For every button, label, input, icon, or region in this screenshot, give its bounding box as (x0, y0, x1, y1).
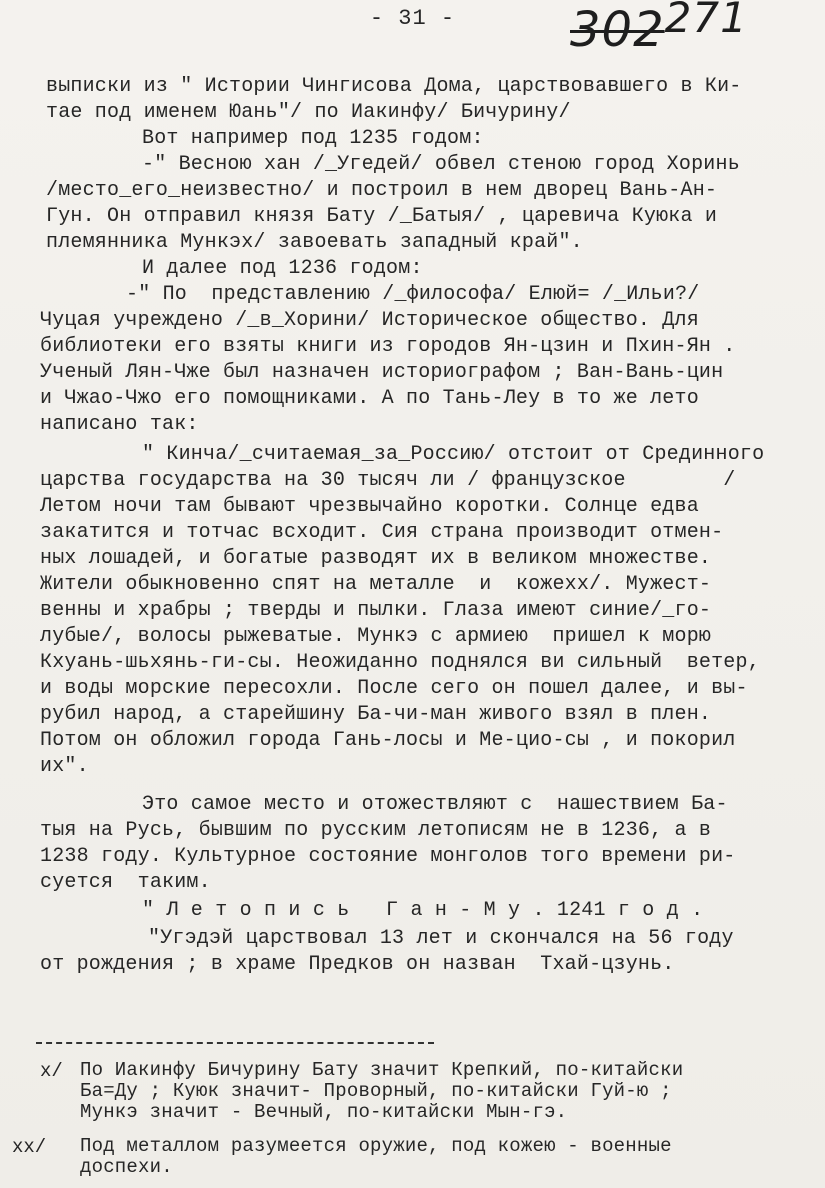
text-line: и Чжао-Чжо его помощниками. А по Тань-Леу в то же лето (40, 387, 699, 410)
text-line: -" Весною хан /_Угедей/ обвел стеною город Хоринь (142, 153, 740, 176)
text-line: Ученый Лян-Чже был назначен историографом ; Ван-Вань-цин (40, 361, 724, 384)
footnote-line: Ба=Ду ; Куюк значит- Проворный, по-китайски Гуй-ю ; (80, 1080, 672, 1102)
text-line: выписки из " Истории Чингисова Дома, царствовавшего в Ки- (46, 75, 742, 98)
text-line: Это самое место и отожествляют с нашествием Ба- (142, 793, 728, 816)
text-line: царства государства на 30 тысяч ли / французское / (40, 469, 736, 492)
text-line: венны и храбры ; тверды и пылки. Глаза имеют синие/_го- (40, 599, 712, 622)
footnote-line: Мункэ значит - Вечный, по-китайски Мын-гэ. (80, 1101, 568, 1123)
footnote-line: По Иакинфу Бичурину Бату значит Крепкий, по-китайски (80, 1059, 684, 1081)
text-line: " Л е т о п и с ь Г а н - М у . 1241 г о д . (142, 899, 704, 922)
handwritten-archive-number (570, 2, 748, 58)
text-line: их". (40, 755, 89, 778)
text-line: тае под именем Юань"/ по Иакинфу/ Бичурину/ (46, 101, 571, 124)
text-line: 1238 году. Культурное состояние монголов того времени ри- (40, 845, 736, 868)
text-line: /место_его_неизвестно/ и построил в нем дворец Вань-Ан- (46, 179, 718, 202)
footnote-marker: x/ (40, 1060, 63, 1082)
text-line: библиотеки его взяты книги из городов Ян-цзин и Пхин-Ян . (40, 335, 736, 358)
text-line: племянника Мункэx/ завоевать западный край". (46, 231, 583, 254)
text-line: Кхуань-шьхянь-ги-сы. Неожиданно поднялся ви сильный ветер, (40, 651, 760, 674)
text-line: Чуцая учреждено /_в_Хорини/ Историческое общество. Для (40, 309, 699, 332)
text-line: рубил народ, а старейшину Ба-чи-ман живого взял в плен. (40, 703, 712, 726)
text-line: И далее под 1236 годом: (142, 257, 423, 280)
text-line: лубые/, волосы рыжеватые. Мункэ с армиею пришел к морю (40, 625, 712, 648)
text-line: Жители обыкновенно спят на металле и кожеxx/. Мужест- (40, 573, 712, 596)
archive-number-struck: 302 (570, 2, 665, 58)
text-line: Летом ночи там бывают чрезвычайно коротки. Солнце едва (40, 495, 699, 518)
text-line: Вот например под 1235 годом: (142, 127, 484, 150)
footnote-divider (36, 1042, 434, 1044)
text-line: тыя на Русь, бывшим по русским летописям не в 1236, а в (40, 819, 712, 842)
text-line: " Кинча/_считаемая_за_Россию/ отстоит от Срединного (142, 443, 765, 466)
text-line: Потом он обложил города Гань-лосы и Ме-цио-сы , и покорил (40, 729, 736, 752)
text-line: ных лошадей, и богатые разводят их в великом множестве. (40, 547, 712, 570)
page-number: - 31 - (369, 6, 456, 31)
text-line: -" По представлению /_философа/ Елюй= /_Ильи?/ (126, 283, 700, 306)
archive-number-new: 271 (664, 0, 748, 42)
text-line: от рождения ; в храме Предков он назван Тхай-цзунь. (40, 953, 675, 976)
text-line: "Угэдэй царствовал 13 лет и скончался на 56 году (148, 927, 734, 950)
text-line: написано так: (40, 413, 199, 436)
text-line: закатится и тотчас всходит. Сия страна производит отмен- (40, 521, 724, 544)
text-line: Гун. Он отправил князя Бату /_Батыя/ , царевича Куюка и (46, 205, 718, 228)
text-line: суется таким. (40, 871, 211, 894)
footnote-line: доспехи. (80, 1156, 173, 1178)
footnote-marker: xx/ (12, 1136, 47, 1158)
footnote-line: Под металлом разумеется оружие, под кожею - военные (80, 1135, 672, 1157)
text-line: и воды морские пересохли. После сего он пошел далее, и вы- (40, 677, 748, 700)
